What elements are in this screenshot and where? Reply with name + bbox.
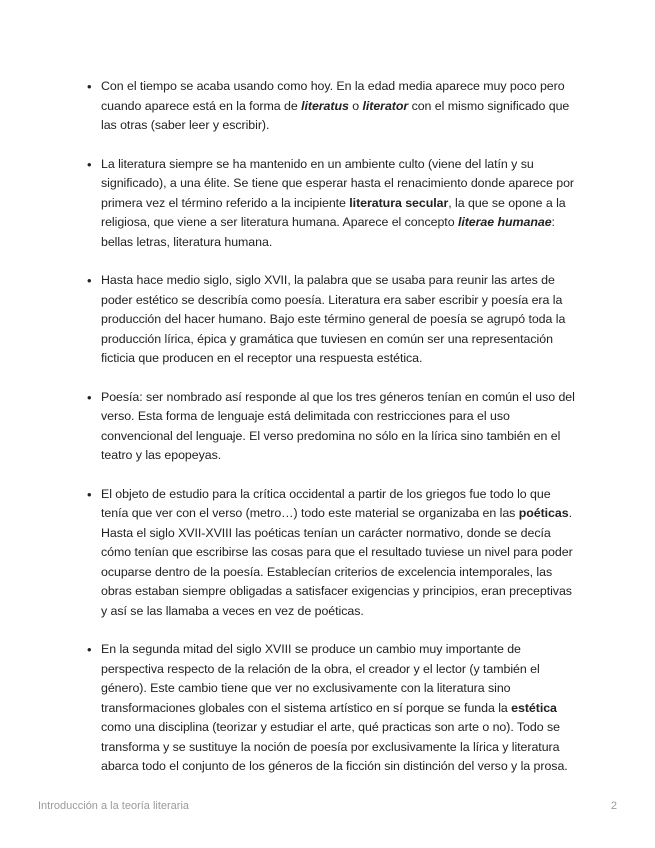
bullet-icon: •: [87, 79, 92, 94]
list-item: • Poesía: ser nombrado así responde al que los tres géneros tenían en común el uso del verso. Esta forma de lenguaje está delimitada con restricciones para el uso convencional del lenguaje. El verso predomina no sólo en la lírica sino también en el teatro y las epopeyas.: [87, 389, 575, 462]
list-item: • Hasta hace medio siglo, siglo XVII, la palabra que se usaba para reunir las artes de poder estético se describía como poesía. Literatura era saber escribir y poesía era la producción del hacer humano. Bajo este término general de poesía se agrupó toda la producción lírica, épica y gramática que tuviesen en común ser una representación ficticia que producen en el receptor una respuesta estética.: [87, 273, 566, 365]
footer-document-title: Introducción a la teoría literaria: [38, 800, 190, 812]
bullet-icon: •: [87, 389, 92, 405]
list-item: • En la segunda mitad del siglo XVIII se produce un cambio muy importante de perspectiva respecto de la relación de la obra, el creador y el lector (y también el género). Este cambio tiene que ver no exclusivamente con la literatura sino transformaciones globales con el sistema artístico en sí porque se funda la estética como una disciplina (teorizar y estudiar el arte, qué practicas son arte o no). Todo se transforma y se sustituye la noción de poesía por exclusivamente la lírica y literatura abarca todo el conjunto de los géneros de la ficción sin distinción del verso y la prosa.: [87, 642, 568, 773]
bullet-icon: •: [87, 273, 92, 288]
bold-term: estética: [511, 700, 557, 715]
list-item: • El objeto de estudio para la crítica occidental a partir de los griegos fue todo lo que tenía que ver con el verso (metro…) todo este material se organizaba en las poéticas. Hasta el siglo XVII-XVIII las poéticas tenían un carácter normativo, donde se decía cómo tenían que escribirse las cosas para que el resultado tuviese un nivel para poder ocuparse dentro de la poesía. Establecían criterios de excelencia intemporales, las obras estaban siempre obligadas a satisfacer exigencias y principios, eran preceptivas y así se las llamaba a veces en vez de poéticas.: [87, 486, 573, 618]
emphasis-term: literatus: [301, 98, 349, 113]
document-body: [0, 77, 655, 796]
list-item: • Con el tiempo se acaba usando como hoy. En la edad media aparece muy poco pero cuando aparece está en la forma de literatus o literator con el mismo significado que las otras (saber leer y escribir).: [87, 79, 570, 132]
list-item: • La literatura siempre se ha mantenido en un ambiente culto (viene del latín y su significado), a una élite. Se tiene que esperar hasta el renacimiento donde aparece por primera vez el término referido a la incipiente literatura secular, la que se opone a la religiosa, que viene a ser literatura humana. Aparece el concepto literae humanae: bellas letras, literatura humana.: [87, 156, 574, 249]
bullet-list: [0, 77, 576, 777]
bullet-icon: •: [87, 486, 92, 502]
footer-page-number: 2: [610, 800, 617, 812]
emphasis-term: literae humanae: [457, 215, 552, 229]
bullet-icon: •: [87, 642, 92, 657]
bullet-icon: •: [87, 156, 92, 172]
bold-term: literatura secular: [349, 195, 449, 210]
emphasis-term: literator: [362, 98, 409, 113]
bold-term: poéticas: [518, 506, 569, 520]
